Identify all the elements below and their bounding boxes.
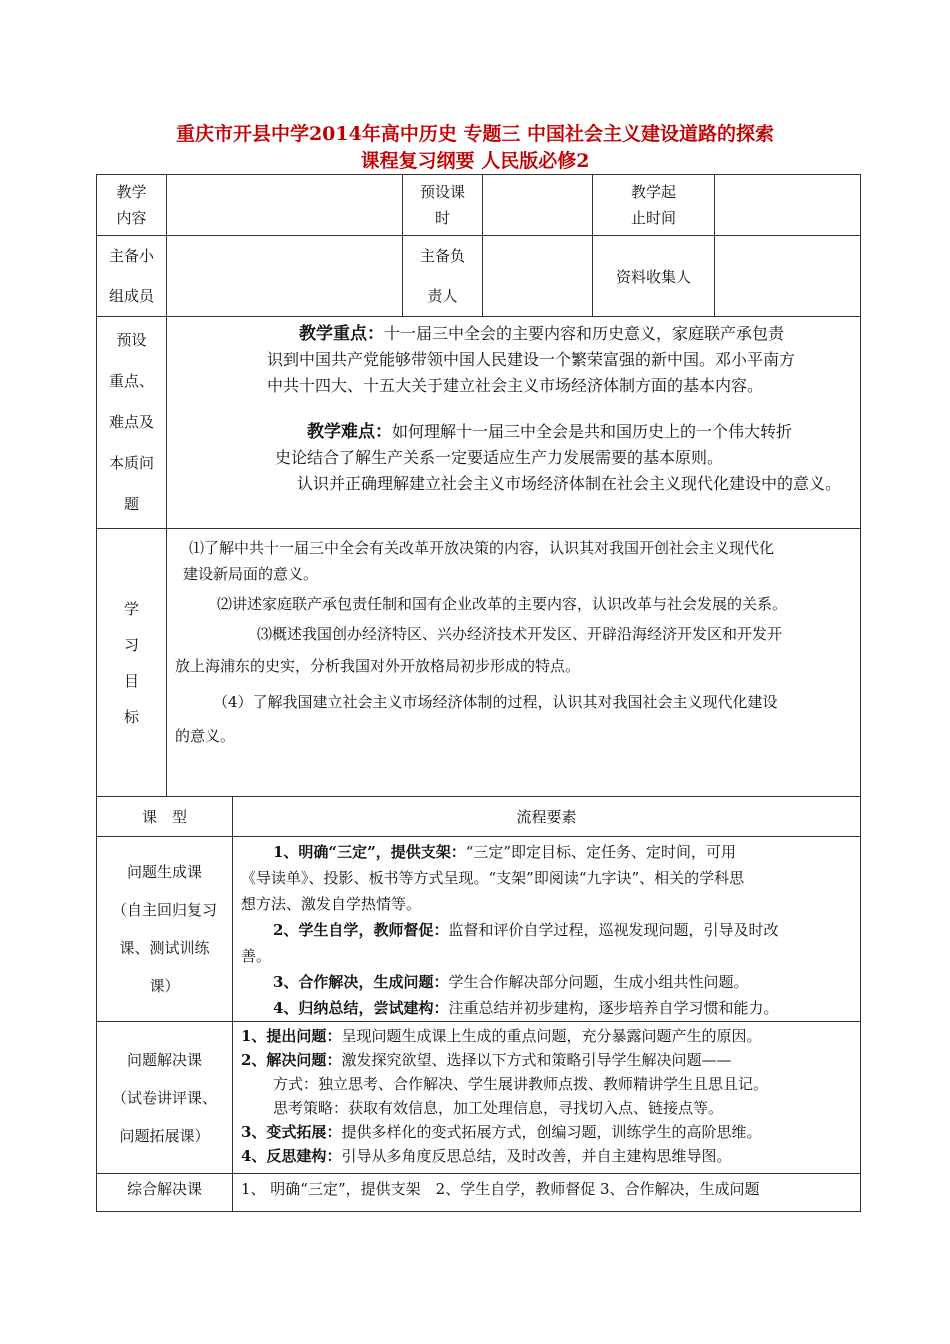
material-collector-label: 资料收集人 <box>593 236 715 317</box>
key-points-line3: 中共十四大、十五大关于建立社会主义市场经济体制方面的基本内容。 <box>267 376 764 395</box>
difficulties-line1: 如何理解十一届三中全会是共和国历史上的一个伟大转折 <box>392 422 793 441</box>
goal-1-line1: ⑴了解中共十一届三中全会有关改革开放决策的内容，认识其对我国开创社会主义现代化 <box>189 539 775 557</box>
solve-class-row <box>97 1022 861 1174</box>
solve-step3-title: 3、变式拓展： <box>241 1123 342 1141</box>
solve-class-label: 问题解决课 （试卷讲评课、 问题拓展课） <box>97 1022 233 1174</box>
goals-content <box>167 529 861 797</box>
document-title-line1: 重庆市开县中学2014年高中历史 专题三 中国社会主义建设道路的探索 <box>175 123 775 145</box>
solve-class-steps <box>233 1022 861 1174</box>
header-row-1 <box>97 175 861 236</box>
gen-step3-title: 3、合作解决，生成问题： <box>273 973 449 991</box>
integrated-class-text: 1、 明确“三定”，提供支架 2、学生自学，教师督促 3、合作解决，生成问题 <box>233 1174 861 1212</box>
integrated-class-row <box>97 1174 861 1212</box>
planned-hours-label: 预设课 时 <box>403 175 483 236</box>
focus-row <box>97 317 861 529</box>
gen-step2-text2: 善。 <box>241 947 272 965</box>
flow-header-row <box>97 797 861 837</box>
course-outline-table <box>96 174 861 1212</box>
solve-step2-title: 2、解决问题： <box>241 1051 342 1069</box>
document-title-line2: 课程复习纲要 人民版必修2 <box>360 150 590 172</box>
key-points-title: 教学重点： <box>299 324 384 344</box>
difficulties-title: 教学难点： <box>307 422 392 442</box>
solve-step4-title: 4、反思建构： <box>241 1147 342 1165</box>
course-type-header: 课 型 <box>97 797 233 837</box>
teaching-content-value <box>167 175 403 236</box>
generation-class-row <box>97 837 861 1022</box>
gen-step4-text: 注重总结并初步建构，逐步培养自学习惯和能力。 <box>448 999 779 1017</box>
difficulties-line2: 史论结合了解生产关系一定要适应生产力发展需要的基本原则。 <box>275 448 724 467</box>
flow-elements-header: 流程要素 <box>233 797 861 837</box>
solve-step2-text: 激发探究欲望、选择以下方式和策略引导学生解决问题—— <box>341 1051 732 1069</box>
time-range-label: 教学起 止时间 <box>593 175 715 236</box>
focus-content <box>167 317 861 529</box>
goal-4-line1: （4）了解我国建立社会主义市场经济体制的过程，认识其对我国社会主义现代化建设 <box>213 693 778 711</box>
material-collector-value <box>715 236 861 317</box>
group-members-label: 主备小 组成员 <box>97 236 167 317</box>
key-points-line2: 识到中国共产党能够带领中国人民建设一个繁荣富强的新中国。邓小平南方 <box>267 350 796 369</box>
solve-step2-way: 方式：独立思考、合作解决、学生展讲教师点拨、教师精讲学生且思且记。 <box>273 1075 769 1093</box>
lead-person-label: 主备负 责人 <box>403 236 483 317</box>
generation-class-steps <box>233 837 861 1022</box>
gen-step2-text1: 监督和评价自学过程，巡视发现问题，引导及时改 <box>448 921 779 939</box>
lead-person-value <box>483 236 593 317</box>
solve-step4-text: 引导从多角度反思总结，及时改善，并自主建构思维导图。 <box>341 1147 732 1165</box>
header-row-2 <box>97 236 861 317</box>
goal-3-line2: 放上海浦东的史实，分析我国对外开放格局初步形成的特点。 <box>175 657 581 675</box>
gen-step1-title: 1、明确“三定”，提供支架： <box>273 843 466 861</box>
planned-hours-value <box>483 175 593 236</box>
gen-step2-title: 2、学生自学，教师督促： <box>273 921 449 939</box>
goal-2: ⑵讲述家庭联产承包责任制和国有企业改革的主要内容，认识改革与社会发展的关系。 <box>217 595 788 613</box>
group-members-value <box>167 236 403 317</box>
integrated-class-label: 综合解决课 <box>97 1174 233 1212</box>
solve-step2-strategy: 思考策略：获取有效信息，加工处理信息，寻找切入点、链接点等。 <box>273 1099 724 1117</box>
solve-step3-text: 提供多样化的变式拓展方式，创编习题，训练学生的高阶思维。 <box>341 1123 762 1141</box>
gen-step3-text: 学生合作解决部分问题，生成小组共性问题。 <box>448 973 749 991</box>
solve-step1-title: 1、提出问题： <box>241 1027 342 1045</box>
difficulties-line3: 认识并正确理解建立社会主义市场经济体制在社会主义现代化建设中的意义。 <box>297 474 842 493</box>
gen-step1-text2: 《导读单》、投影、板书等方式呈现。“支架”即阅读“九字诀”、相关的学科思 <box>241 869 745 887</box>
goals-row <box>97 529 861 797</box>
goals-label: 学 习 目 标 <box>97 529 167 797</box>
key-points-line1: 十一届三中全会的主要内容和历史意义，家庭联产承包责 <box>384 324 785 343</box>
goal-4-line2: 的意义。 <box>175 727 236 745</box>
goal-1-line2: 建设新局面的意义。 <box>183 565 319 583</box>
gen-step1-text3: 想方法、激发自学热情等。 <box>241 895 422 913</box>
teaching-content-label: 教学 内容 <box>97 175 167 236</box>
solve-step1-text: 呈现问题生成课上生成的重点问题，充分暴露问题产生的原因。 <box>341 1027 762 1045</box>
gen-step4-title: 4、归纳总结，尝试建构： <box>273 999 449 1017</box>
goal-3-line1: ⑶概述我国创办经济特区、兴办经济技术开发区、开辟沿海经济开发区和开发开 <box>257 625 783 643</box>
time-range-value <box>715 175 861 236</box>
focus-label: 预设 重点、 难点及 本质问 题 <box>97 317 167 529</box>
gen-step1-text1: “三定”即定目标、定任务、定时间，可用 <box>465 843 737 861</box>
generation-class-label: 问题生成课 （自主回归复习 课、测试训练 课） <box>97 837 233 1022</box>
